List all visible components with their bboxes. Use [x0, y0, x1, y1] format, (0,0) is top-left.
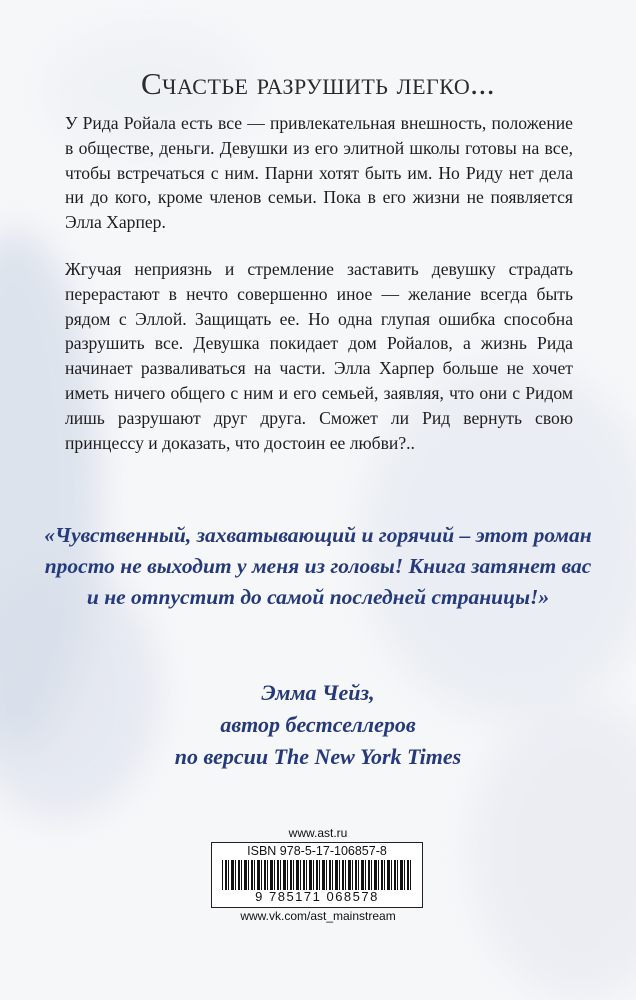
vk-link: www.vk.com/ast_mainstream: [240, 909, 396, 923]
description-paragraph-2: Жгучая неприязнь и стремление заставить девушку страдать перерастают в нечто совершенно иное — желание всегда быть рядом с Эллой. Защищать ее. Но одна глупая ошибка способна разрушить все. Девушка покидает дом Ройалов, а жизнь Рида начинает разваливаться на части. Элла Харпер больше не хочет иметь ничего общего с ним и его семьей, заявляя, что они с Ридом лишь разрушают друг друга. Сможет ли Рид вернуть свою принцессу и доказать, что достоин ее любви?..: [65, 259, 573, 453]
author-name: Эмма Чейз,: [261, 680, 375, 705]
quote-author: [40, 677, 596, 773]
barcode-digits: 9 785171 068578: [255, 889, 379, 904]
author-source: по версии The New York Times: [174, 744, 462, 769]
page-title: Счастье разрушить легко...: [141, 66, 495, 101]
isbn-sticker: [203, 826, 433, 926]
isbn-text: ISBN 978-5-17-106857-8: [247, 844, 387, 858]
review-quote: «Чувственный, захватывающий и горячий – этот роман просто не выходит у меня из головы! Книга затянет вас и не отпустит до самой последней страницы!»: [44, 523, 592, 609]
barcode-image: [222, 860, 412, 890]
publisher-site: www.ast.ru: [288, 826, 348, 840]
description-paragraph-1: У Рида Ройала есть все — привлекательная внешность, положение в обществе, деньги. Девушки из его элитной школы готовы на все, чтобы встречаться с ним. Парни хотят быть им. Но Риду нет дела ни до кого, кроме членов семьи. Пока в его жизни не появляется Элла Харпер.: [65, 113, 573, 233]
author-title: автор бестселлеров: [220, 712, 416, 737]
barcode-box: [211, 842, 423, 908]
